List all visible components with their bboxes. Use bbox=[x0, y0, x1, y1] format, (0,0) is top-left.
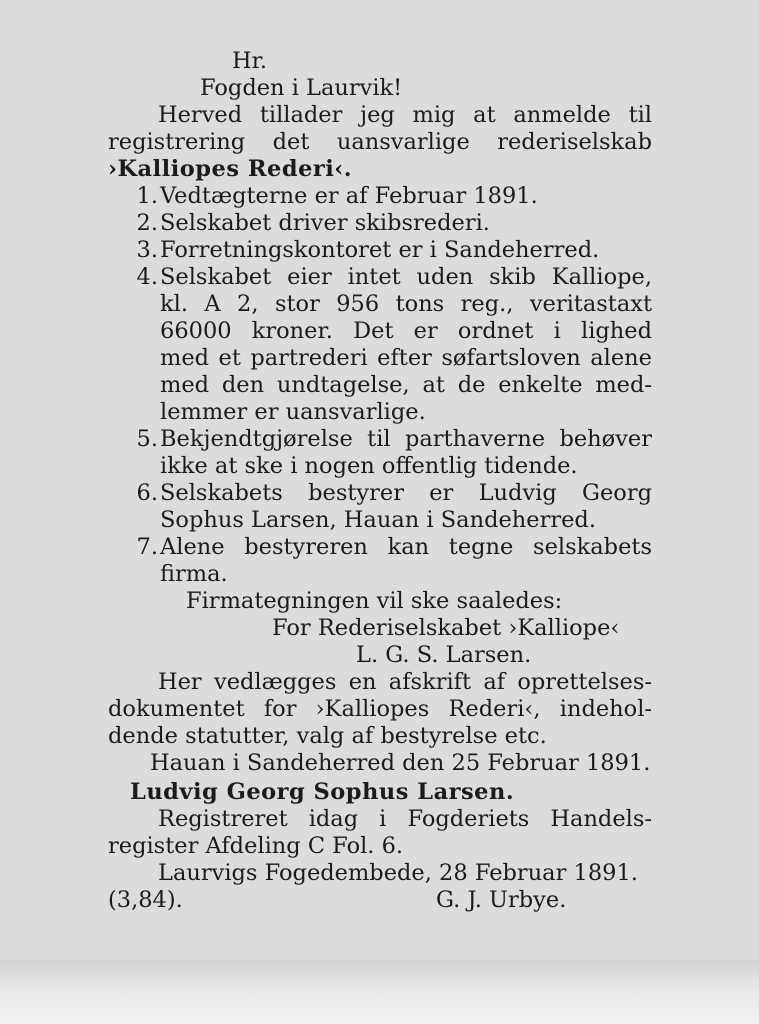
list-item-text: Alene bestyreren kan tegne selskabets bbox=[160, 534, 652, 560]
list-item-number: 7. bbox=[136, 534, 158, 560]
footer-official: G. J. Urbye. bbox=[436, 887, 567, 913]
list-item-text: Vedtægterne er af Februar 1891. bbox=[160, 183, 538, 209]
scan-margin bbox=[0, 960, 759, 1024]
list-item bbox=[108, 534, 652, 561]
intro-line: Herved tillader jeg mig at anmelde til bbox=[158, 102, 652, 128]
footer-line bbox=[108, 887, 652, 914]
intro-line: registrering det uansvarlige rederiselskab bbox=[108, 129, 652, 155]
list-item-number bbox=[108, 318, 158, 345]
list-item-number: 1. bbox=[136, 183, 158, 209]
list-item bbox=[108, 318, 652, 345]
list-item bbox=[108, 426, 652, 453]
registration-line: Registreret idag i Fogderiets Handels- bbox=[158, 806, 652, 832]
salutation-addressee: Fogden i Laurvik! bbox=[200, 75, 403, 101]
signature-signer: L. G. S. Larsen. bbox=[356, 642, 532, 668]
list-item-number bbox=[108, 507, 158, 534]
list-item bbox=[108, 453, 652, 480]
list-item bbox=[108, 507, 652, 534]
list-item bbox=[108, 345, 652, 372]
list-item-text: kl. A 2, stor 956 tons reg., veritastaxt bbox=[160, 291, 652, 317]
list-item-text: Sophus Larsen, Hauan i Sandeherred. bbox=[160, 507, 596, 533]
registration-notice bbox=[108, 48, 652, 914]
title-line bbox=[108, 48, 652, 75]
signatory-name: Ludvig Georg Sophus Larsen. bbox=[130, 779, 515, 805]
list-item-text: lemmer er uansvarlige. bbox=[160, 399, 426, 425]
list-item bbox=[108, 291, 652, 318]
list-item-text: Forretningskontoret er i Sandeherred. bbox=[160, 237, 600, 263]
list-item-text: 66000 kroner. Det er ordnet i lighed bbox=[160, 318, 652, 344]
list-item-number: 6. bbox=[136, 480, 158, 506]
list-item bbox=[108, 210, 652, 237]
list-item-number: 5. bbox=[136, 426, 158, 452]
attachment-line: Her vedlægges en afskrift af oprettelses- bbox=[158, 669, 652, 695]
office-date: Laurvigs Fogedembede, 28 Februar 1891. bbox=[158, 860, 638, 886]
attachment-line: dokumentet for ›Kalliopes Rederi‹, indehol- bbox=[108, 696, 652, 722]
signature-company: For Rederiselskabet ›Kalliope‹ bbox=[272, 615, 620, 641]
attachment-line: dende statutter, valg af bestyrelse etc. bbox=[108, 723, 547, 749]
list-item-text: Bekjendtgjørelse til parthaverne behøver bbox=[160, 426, 652, 452]
list-item-number bbox=[108, 399, 158, 426]
list-item-text: med et partrederi efter søfartsloven alene bbox=[160, 345, 652, 371]
list-item-text: Selskabet eier intet uden skib Kalliope, bbox=[160, 264, 652, 290]
list-item-number: 3. bbox=[136, 237, 158, 263]
list-item-number: 4. bbox=[136, 264, 158, 290]
list-item bbox=[108, 561, 652, 588]
list-item-number bbox=[108, 372, 158, 399]
signature-intro: Firmategningen vil ske saaledes: bbox=[186, 588, 563, 614]
list-item bbox=[108, 264, 652, 291]
list-item-number bbox=[108, 561, 158, 588]
list-item bbox=[108, 372, 652, 399]
list-item-number bbox=[108, 453, 158, 480]
list-item bbox=[108, 237, 652, 264]
list-item-text: med den undtagelse, at de enkelte med- bbox=[160, 372, 652, 398]
list-item-number: 2. bbox=[136, 210, 158, 236]
list-item bbox=[108, 480, 652, 507]
list-item bbox=[108, 183, 652, 210]
list-item-number bbox=[108, 345, 158, 372]
list-item-number bbox=[108, 291, 158, 318]
footer-reference: (3,84). bbox=[108, 887, 183, 913]
list-item bbox=[108, 399, 652, 426]
list-item-text: firma. bbox=[160, 561, 228, 587]
list-item-text: Selskabet driver skibsrederi. bbox=[160, 210, 490, 236]
list-item-text: Selskabets bestyrer er Ludvig Georg bbox=[160, 480, 652, 506]
numbered-list bbox=[108, 183, 652, 588]
salutation-title: Hr. bbox=[232, 48, 268, 74]
place-date: Hauan i Sandeherred den 25 Februar 1891. bbox=[150, 750, 651, 776]
list-item-text: ikke at ske i nogen offentlig tidende. bbox=[160, 453, 578, 479]
registration-line: register Afdeling C Fol. 6. bbox=[108, 833, 404, 859]
addressee-line bbox=[108, 75, 652, 102]
company-name-line: ›Kalliopes Rederi‹. bbox=[108, 156, 353, 182]
